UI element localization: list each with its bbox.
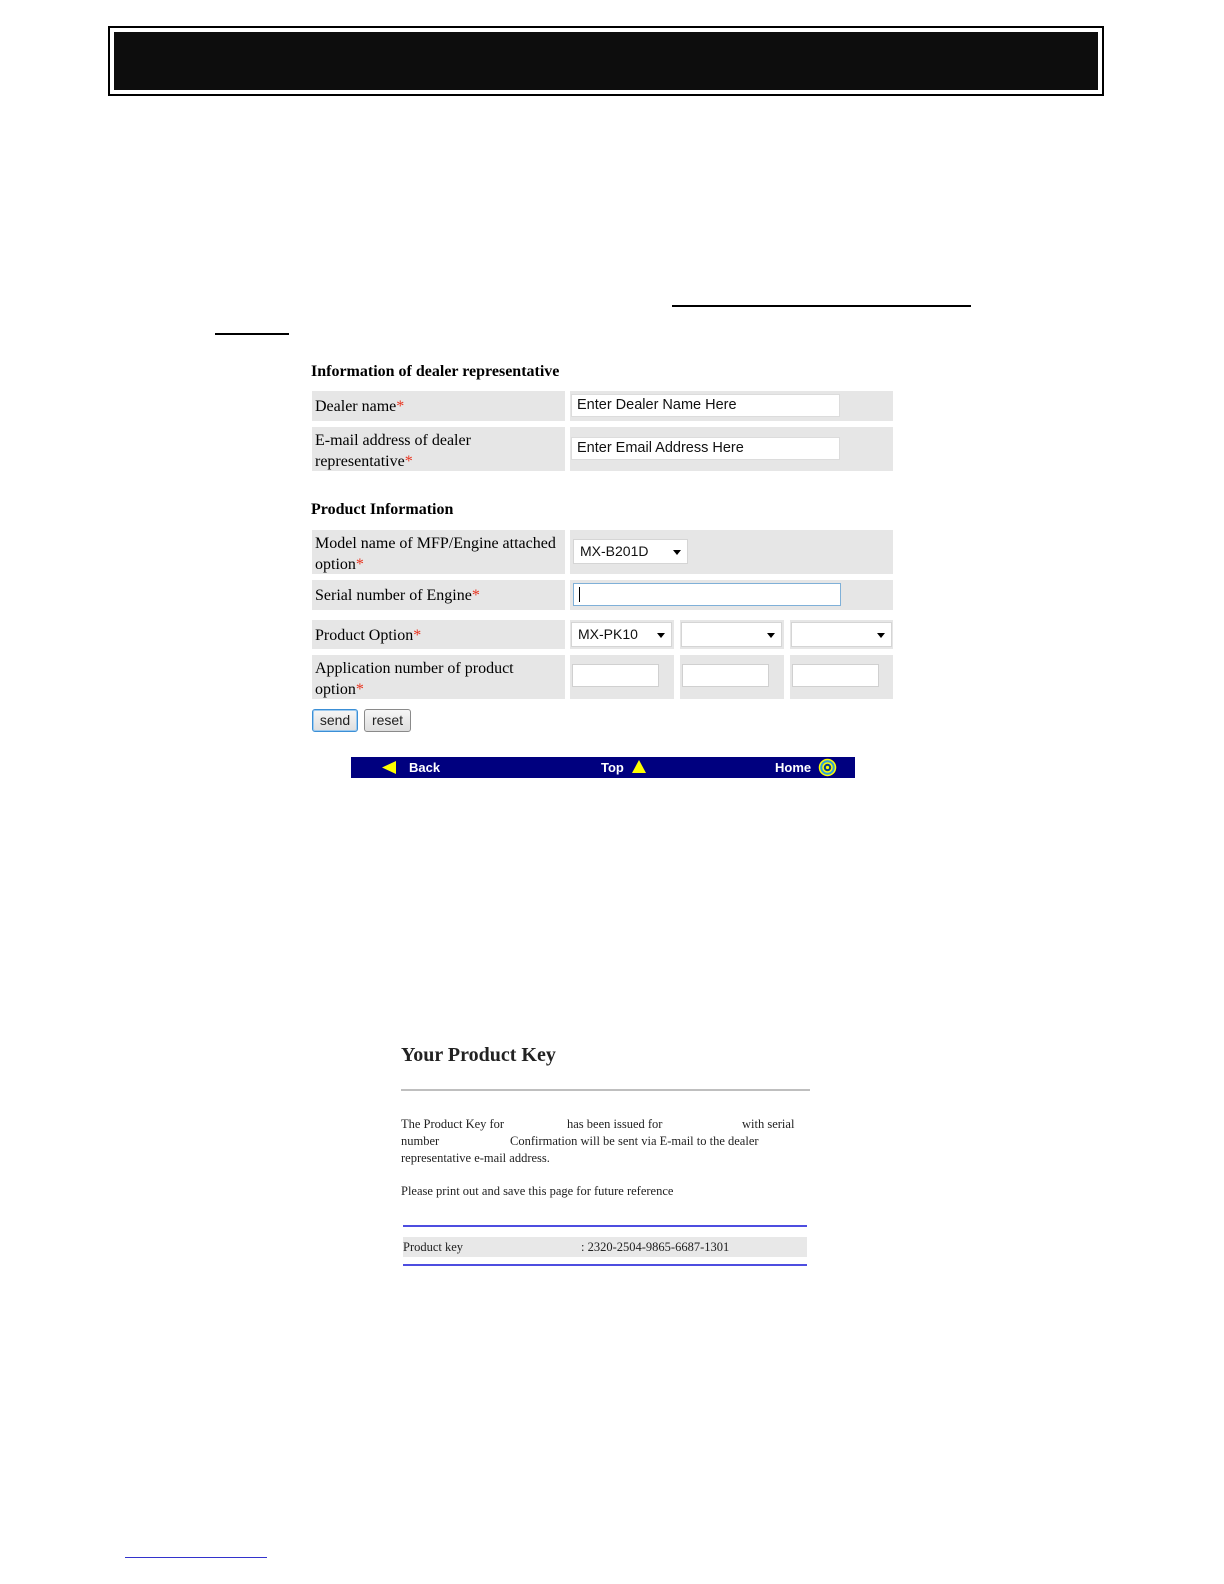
dealer-name-label [312, 391, 565, 421]
application-cell [790, 655, 893, 699]
text-cursor [579, 587, 580, 602]
product-key-title: Your Product Key [401, 1044, 556, 1066]
link-underline[interactable] [215, 333, 289, 335]
application-label [312, 655, 565, 699]
required-marker: * [404, 453, 413, 470]
email-input[interactable]: Enter Email Address Here [571, 437, 840, 460]
header-banner [108, 26, 1104, 96]
issued-text-1: The Product Key for [401, 1117, 505, 1131]
issued-message [401, 1116, 811, 1170]
serial-input[interactable] [573, 583, 841, 606]
send-button[interactable]: send [312, 709, 358, 732]
option-select-2[interactable] [681, 622, 782, 647]
confirmation-text: Confirmation will be sent via E-mail to the dealer [510, 1134, 759, 1148]
model-cell [570, 530, 893, 574]
chevron-down-icon [673, 550, 681, 555]
back-link[interactable]: Back [409, 760, 441, 775]
serial-cell [570, 580, 893, 610]
reset-button[interactable]: reset [364, 709, 411, 732]
option-cell [680, 620, 784, 649]
option-select-1-value: MX-PK10 [578, 626, 638, 642]
required-marker: * [413, 627, 422, 644]
footer-link-underline[interactable] [125, 1557, 267, 1558]
header-banner-fill [114, 32, 1098, 90]
home-link[interactable]: Home [775, 760, 812, 775]
application-input-2[interactable] [682, 664, 769, 687]
top-link[interactable]: Top [601, 760, 624, 775]
serial-label [312, 580, 565, 610]
print-notice: Please print out and save this page for future reference [401, 1184, 674, 1198]
application-cell [570, 655, 674, 699]
option-select-3[interactable] [791, 622, 892, 647]
model-select-value: MX-B201D [580, 543, 649, 559]
back-arrow-icon[interactable] [382, 761, 396, 774]
application-label-line1: Application number of product [315, 660, 514, 677]
application-input-3[interactable] [792, 664, 879, 687]
option-select-1[interactable] [571, 622, 672, 647]
required-marker: * [396, 398, 405, 415]
key-bottom-divider [403, 1264, 807, 1266]
option-cell [570, 620, 674, 649]
model-label-line2: option [315, 556, 356, 573]
issued-text-3: with serial [742, 1117, 795, 1131]
product-section-heading: Product Information [311, 501, 454, 518]
home-icon[interactable] [818, 758, 837, 777]
model-label [312, 530, 565, 574]
application-input-1[interactable] [572, 664, 659, 687]
required-marker: * [355, 681, 364, 698]
chevron-down-icon [657, 633, 665, 638]
email-label-line2: representative [315, 453, 405, 470]
email-label-line1: E-mail address of dealer [315, 432, 471, 449]
serial-label-text: Serial number of Engine [315, 587, 472, 604]
dealer-name-cell [570, 391, 893, 421]
product-key-row [403, 1237, 807, 1257]
link-underline[interactable] [672, 305, 971, 307]
email-label [312, 427, 565, 471]
dealer-name-label-text: Dealer name [315, 398, 397, 415]
title-divider [401, 1089, 810, 1091]
application-label-line2: option [315, 681, 356, 698]
key-top-divider [403, 1225, 807, 1227]
option-label [312, 620, 565, 649]
required-marker: * [355, 556, 364, 573]
confirmation-text-cont: representative e-mail address. [401, 1151, 550, 1165]
chevron-down-icon [877, 633, 885, 638]
application-cell [680, 655, 784, 699]
product-key-value: : 2320-2504-9865-6687-1301 [581, 1240, 730, 1254]
email-cell [570, 427, 893, 471]
issued-text-4: number [401, 1134, 440, 1148]
option-cell [790, 620, 893, 649]
chevron-down-icon [767, 633, 775, 638]
up-arrow-icon[interactable] [632, 760, 646, 773]
product-key-label: Product key [403, 1240, 464, 1254]
model-select[interactable] [573, 539, 688, 564]
nav-bar [351, 757, 855, 778]
dealer-section-heading: Information of dealer representative [311, 363, 560, 380]
issued-text-2: has been issued for [567, 1117, 663, 1131]
model-label-line1: Model name of MFP/Engine attached [315, 535, 556, 552]
option-label-text: Product Option [315, 627, 414, 644]
dealer-name-input[interactable]: Enter Dealer Name Here [571, 394, 840, 417]
required-marker: * [471, 587, 480, 604]
